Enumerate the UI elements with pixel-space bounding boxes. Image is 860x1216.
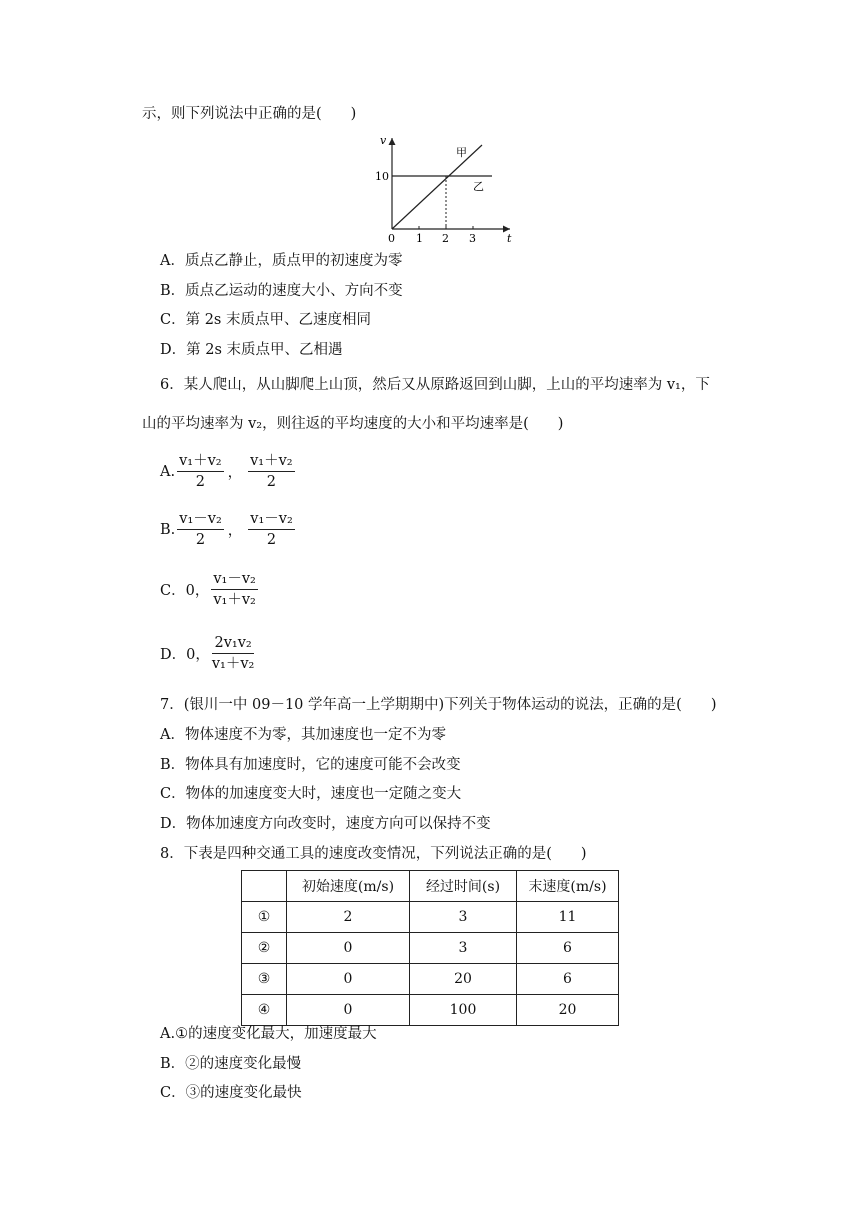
q7-option-b: B．物体具有加速度时，它的速度可能不会改变 [160,757,461,773]
q5-option-a: A．质点乙静止，质点甲的初速度为零 [160,253,403,269]
table-row [242,933,619,964]
table-cell: ① [242,902,287,933]
table-cell: 3 [410,902,517,933]
q5-option-b: B．质点乙运动的速度大小、方向不变 [160,283,403,299]
table-row [242,902,619,933]
table-cell: ③ [242,964,287,995]
table-cell: 2 [287,902,410,933]
table-header-cell [242,871,287,902]
x-tick-0: 0 [388,232,395,245]
q5-stem-tail: 示，则下列说法中正确的是( ) [142,106,357,122]
table-cell: 20 [410,964,517,995]
q6-stem-line1: 6．某人爬山，从山脚爬上山顶，然后又从原路返回到山脚，上山的平均速率为 v₁，下 [160,377,710,393]
table-row [242,995,619,1026]
table-cell: 6 [517,933,619,964]
vehicle-speed-table [241,870,619,1026]
table-cell: 0 [287,964,410,995]
table-row [242,964,619,995]
q7-option-d: D．物体加速度方向改变时，速度方向可以保持不变 [160,816,491,832]
vt-graph [370,130,520,245]
q5-option-d: D．第 2s 末质点甲、乙相遇 [160,342,343,358]
table-cell: ④ [242,995,287,1026]
table-cell: 3 [410,933,517,964]
q7-option-c: C．物体的加速度变大时，速度也一定随之变大 [160,786,462,802]
y-tick-10: 10 [375,170,389,183]
q8-stem: 8．下表是四种交通工具的速度改变情况，下列说法正确的是( ) [160,846,587,862]
table-header-cell: 经过时间(s) [410,871,517,902]
q6-option-a: A. $\frac{\text{v₁＋v₂}}{2}$ ， $\frac{\text{v₁＋v₂}}{2}$ [160,453,293,490]
table-cell: 11 [517,902,619,933]
table-header-cell: 初始速度(m/s) [287,871,410,902]
table-cell: 6 [517,964,619,995]
x-tick-1: 1 [416,232,423,245]
y-axis-label: v [380,134,387,147]
table-cell: 0 [287,995,410,1026]
table-header-row [242,871,619,902]
x-tick-3: 3 [469,232,476,245]
q6-stem-line2: 山的平均速率为 v₂，则往返的平均速度的大小和平均速率是( ) [142,416,564,432]
x-tick-2: 2 [442,232,449,245]
label-yi: 乙 [473,180,484,193]
line-jia [392,145,482,229]
q5-option-c: C．第 2s 末质点甲、乙速度相同 [160,312,371,328]
table-header-cell: 末速度(m/s) [517,871,619,902]
table-cell: ② [242,933,287,964]
table-cell: 100 [410,995,517,1026]
label-jia: 甲 [456,146,467,159]
q6-option-d: D．0， $\frac{\text{2v₁v₂}}{\text{v₁＋v₂}}$ [160,635,255,672]
q8-option-b: B．②的速度变化最慢 [160,1056,302,1072]
q8-option-a: A.①的速度变化最大，加速度最大 [160,1026,377,1042]
table-cell: 0 [287,933,410,964]
q6-option-c: C．0， $\frac{\text{v₁－v₂}}{\text{v₁＋v₂}}$ [160,571,256,608]
q7-stem: 7．(银川一中 09－10 学年高一上学期期中)下列关于物体运动的说法，正确的是( ) [160,697,717,713]
q7-option-a: A．物体速度不为零，其加速度也一定不为零 [160,727,446,743]
x-axis-label: t [507,232,512,245]
q6-option-b: B. $\frac{\text{v₁－v₂}}{2}$ ， $\frac{\text{v₁－v₂}}{2}$ [160,511,293,548]
table-cell: 20 [517,995,619,1026]
q8-option-c: C．③的速度变化最快 [160,1085,302,1101]
